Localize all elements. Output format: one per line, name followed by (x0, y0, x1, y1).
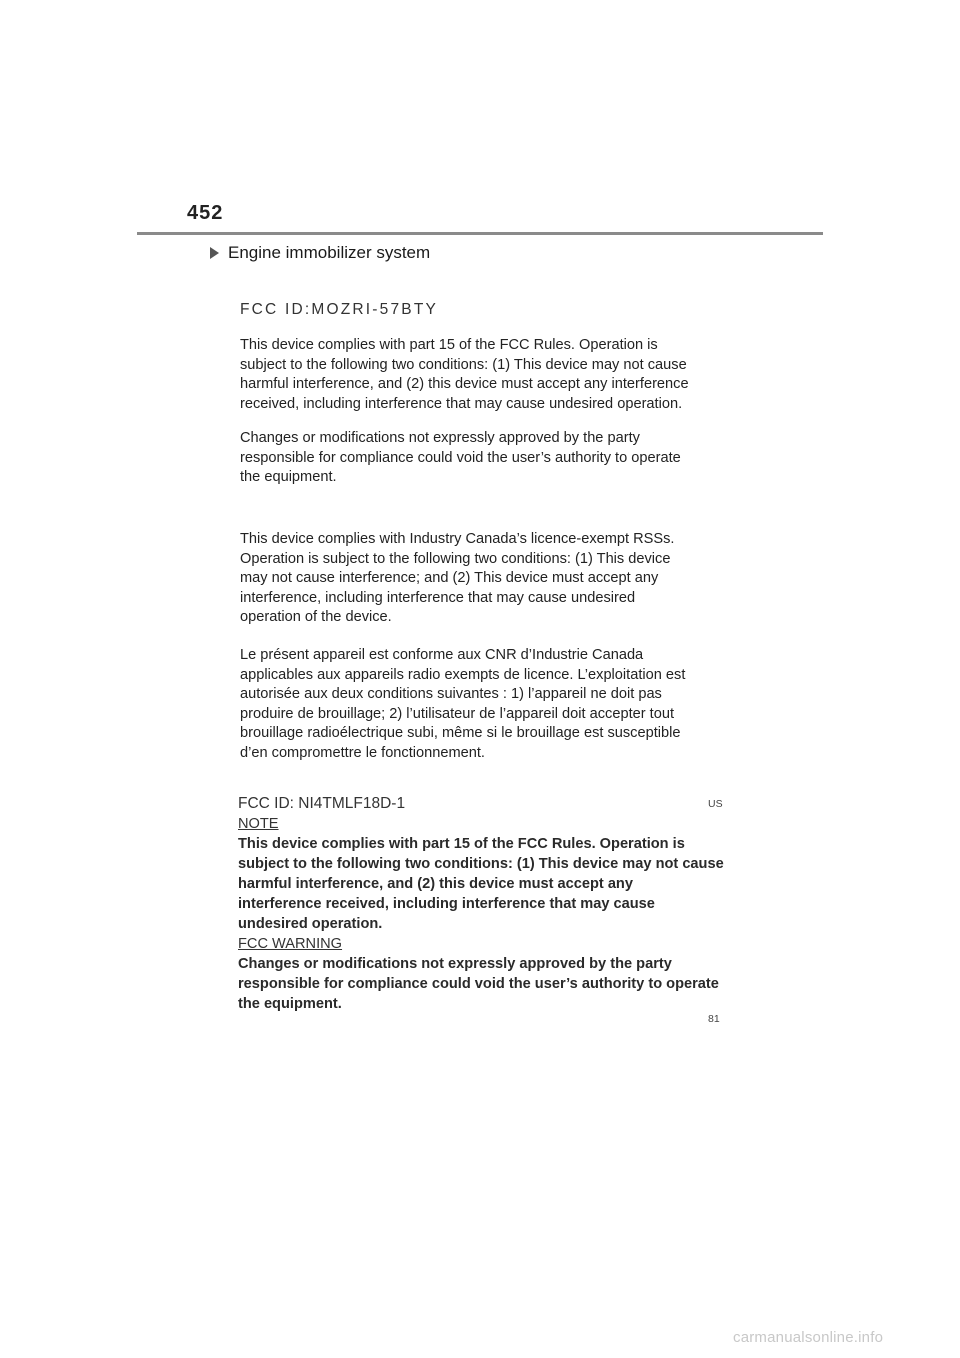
section-heading-label: Engine immobilizer system (228, 243, 431, 262)
text-line: brouillage radioélectrique subi, même si le brouillage est susceptible (240, 725, 681, 741)
text-line: harmful interference, and (2) this device must accept any interference (240, 376, 689, 392)
modification-warning-paragraph (240, 429, 720, 488)
text-line: This device complies with Industry Canada’s licence-exempt RSSs. (240, 531, 675, 547)
text-line: applicables aux appareils radio exempts de licence. L’exploitation est (240, 666, 686, 683)
text-line: d’en compromettre le fonctionnement. (240, 744, 485, 761)
text-line: Le présent appareil est conforme aux CNR d’Industrie Canada (240, 647, 644, 663)
note-label: NOTE (238, 816, 279, 832)
note-line: subject to the following two conditions: (1) This device may not cause (238, 856, 724, 872)
warning-line: Changes or modifications not expressly approved by the party (238, 956, 672, 972)
fcc-warning-label: FCC WARNING (238, 936, 343, 952)
text-line: autorisée aux deux conditions suivantes : 1) l’appareil ne doit pas (240, 686, 662, 702)
warning-line: responsible for compliance could void the user’s authority to operate (238, 976, 719, 992)
text-line: produire de brouillage; 2) l’utilisateur de l’appareil doit accepter tout (240, 705, 675, 722)
text-line: Operation is subject to the following two conditions: (1) This device (240, 550, 671, 567)
warning-line: the equipment. (238, 996, 342, 1012)
note-line: This device complies with part 15 of the FCC Rules. Operation is (238, 836, 685, 852)
fcc-id-line-1: FCC ID:MOZRI-57BTY (240, 301, 439, 318)
region-mark: US (708, 798, 723, 810)
text-line: the equipment. (240, 469, 337, 485)
text-line: responsible for compliance could void the user’s authority to operate (240, 449, 681, 466)
watermark: carmanualsonline.info (733, 1329, 884, 1346)
triangle-bullet-icon (210, 247, 219, 259)
note-line: undesired operation. (238, 916, 383, 932)
inner-page-number: 81 (708, 1013, 720, 1025)
text-line: subject to the following two conditions: (1) This device may not cause (240, 356, 687, 373)
header-divider (137, 232, 823, 235)
fcc-label-scan (238, 794, 728, 1014)
fcc-id-line-2: FCC ID: NI4TMLF18D-1 (238, 795, 406, 812)
text-line: interference, including interference that may cause undesired (240, 589, 636, 606)
french-compliance-paragraph (240, 646, 720, 763)
page-number: 452 (187, 202, 224, 224)
section-heading (210, 243, 430, 263)
text-line: may not cause interference; and (2) This device must accept any (240, 570, 659, 586)
note-line: harmful interference, and (2) this device must accept any (238, 876, 633, 892)
industry-canada-paragraph (240, 530, 720, 628)
text-line: received, including interference that may cause undesired operation. (240, 395, 683, 412)
note-line: interference received, including interference that may cause (238, 896, 655, 912)
fcc-compliance-paragraph (240, 336, 720, 414)
text-line: operation of the device. (240, 609, 392, 625)
text-line: Changes or modifications not expressly approved by the party (240, 430, 640, 446)
text-line: This device complies with part 15 of the FCC Rules. Operation is (240, 337, 658, 353)
